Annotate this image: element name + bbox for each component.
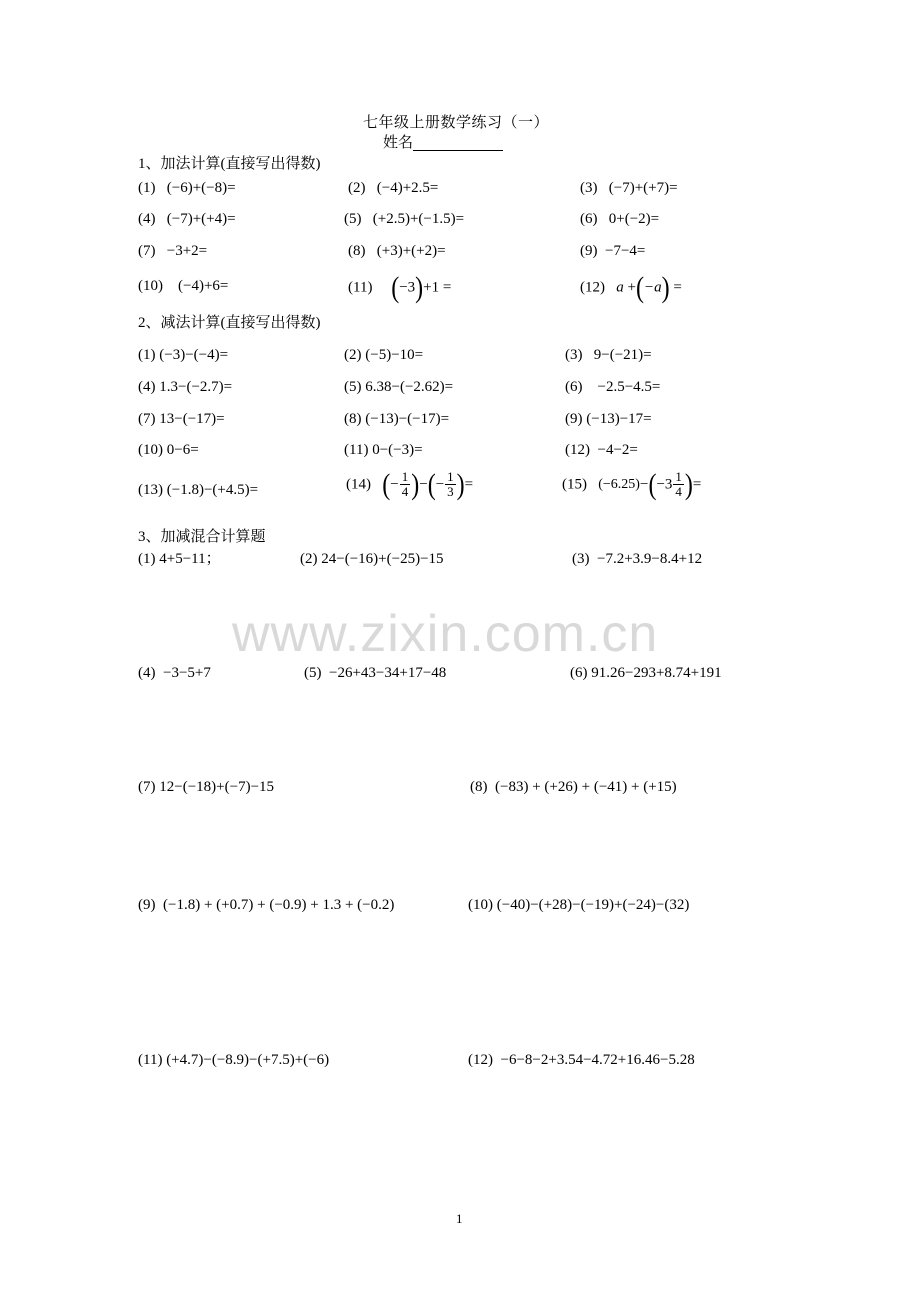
name-blank[interactable] <box>413 136 503 151</box>
s2-item-14: (14) (− $\frac{1}{4}$ )−(− $\frac{1}{3}$ )= <box>346 468 474 502</box>
right-paren: ) <box>456 468 465 502</box>
name-label: 姓名 <box>383 135 414 151</box>
left-paren: ( <box>382 468 391 502</box>
s2-item-2: (2) (−5)−10= <box>344 347 424 363</box>
section3-heading: 3、加减混合计算题 <box>138 529 266 545</box>
s1-item-11: (11) (−3)+1 = <box>348 271 452 305</box>
s2-item-6: (6) −2.5−4.5= <box>565 379 661 395</box>
s2-item-15: (15) (−6.25)−(−3 $\frac{1}{4}$ )= <box>562 468 702 502</box>
s2-item-1: (1) (−3)−(−4)= <box>138 347 229 363</box>
s1-item-1: (1) (−6)+(−8)= <box>138 180 236 196</box>
s3-item-5: (5) −26+43−34+17−48 <box>304 665 447 681</box>
watermark: www.zixin.com.cn <box>232 605 659 663</box>
s2-item-10: (10) 0−6= <box>138 442 199 458</box>
s3-item-10: (10) (−40)−(+28)−(−19)+(−24)−(32) <box>468 897 690 913</box>
section2-heading: 2、减法计算(直接写出得数) <box>138 315 321 331</box>
page-title: 七年级上册数学练习（一） <box>363 115 550 131</box>
s1-item-4: (4) (−7)+(+4)= <box>138 211 236 227</box>
fraction: $\frac{1}{4}$ <box>401 469 409 500</box>
s2-item-5: (5) 6.38−(−2.62)= <box>344 379 454 395</box>
name-field[interactable] <box>383 136 503 151</box>
s3-item-4: (4) −3−5+7 <box>138 665 211 681</box>
s2-item-12: (12) −4−2= <box>565 442 638 458</box>
right-paren: ) <box>411 468 420 502</box>
right-paren: ) <box>684 468 693 502</box>
s2-item-7: (7) 13−(−17)= <box>138 411 225 427</box>
s3-item-9: (9) (−1.8) + (+0.7) + (−0.9) + 1.3 + (−0.2) <box>138 897 395 913</box>
left-paren: ( <box>648 468 657 502</box>
page-number: 1 <box>456 1211 463 1226</box>
s3-item-6: (6) 91.26−293+8.74+191 <box>570 665 722 681</box>
s2-item-8: (8) (−13)−(−17)= <box>344 411 450 427</box>
s3-item-7: (7) 12−(−18)+(−7)−15 <box>138 779 275 795</box>
s2-item-4: (4) 1.3−(−2.7)= <box>138 379 233 395</box>
s1-item-5: (5) (+2.5)+(−1.5)= <box>344 211 465 227</box>
s3-item-8: (8) (−83) + (+26) + (−41) + (+15) <box>470 779 677 795</box>
s3-item-11: (11) (+4.7)−(−8.9)−(+7.5)+(−6) <box>138 1052 330 1068</box>
s1-item-7: (7) −3+2= <box>138 243 208 259</box>
s3-item-1: (1) 4+5−11； <box>138 551 221 567</box>
right-paren: ) <box>415 271 424 305</box>
s1-item-9: (9) −7−4= <box>580 243 646 259</box>
s1-item-3: (3) (−7)+(+7)= <box>580 180 678 196</box>
s2-item-3: (3) 9−(−21)= <box>565 347 652 363</box>
s1-item-2: (2) (−4)+2.5= <box>348 180 439 196</box>
section1-heading: 1、加法计算(直接写出得数) <box>138 156 321 172</box>
left-paren: ( <box>391 271 400 305</box>
fraction: $\frac{1}{3}$ <box>447 469 454 500</box>
s2-item-13: (13) (−1.8)−(+4.5)= <box>138 482 259 498</box>
s1-item-6: (6) 0+(−2)= <box>580 211 660 227</box>
s3-item-3: (3) −7.2+3.9−8.4+12 <box>572 551 703 567</box>
s2-item-9: (9) (−13)−17= <box>565 411 652 427</box>
s1-item-12: (12) a +(−a) = <box>580 271 682 305</box>
left-paren: ( <box>427 468 436 502</box>
s3-item-12: (12) −6−8−2+3.54−4.72+16.46−5.28 <box>468 1052 695 1068</box>
s1-item-10: (10) (−4)+6= <box>138 278 229 294</box>
s2-item-11: (11) 0−(−3)= <box>344 442 423 458</box>
fraction: $\frac{1}{4}$ <box>675 469 682 500</box>
right-paren: ) <box>661 271 670 305</box>
s1-item-8: (8) (+3)+(+2)= <box>348 243 446 259</box>
left-paren: ( <box>635 271 644 305</box>
s3-item-2: (2) 24−(−16)+(−25)−15 <box>300 551 444 567</box>
